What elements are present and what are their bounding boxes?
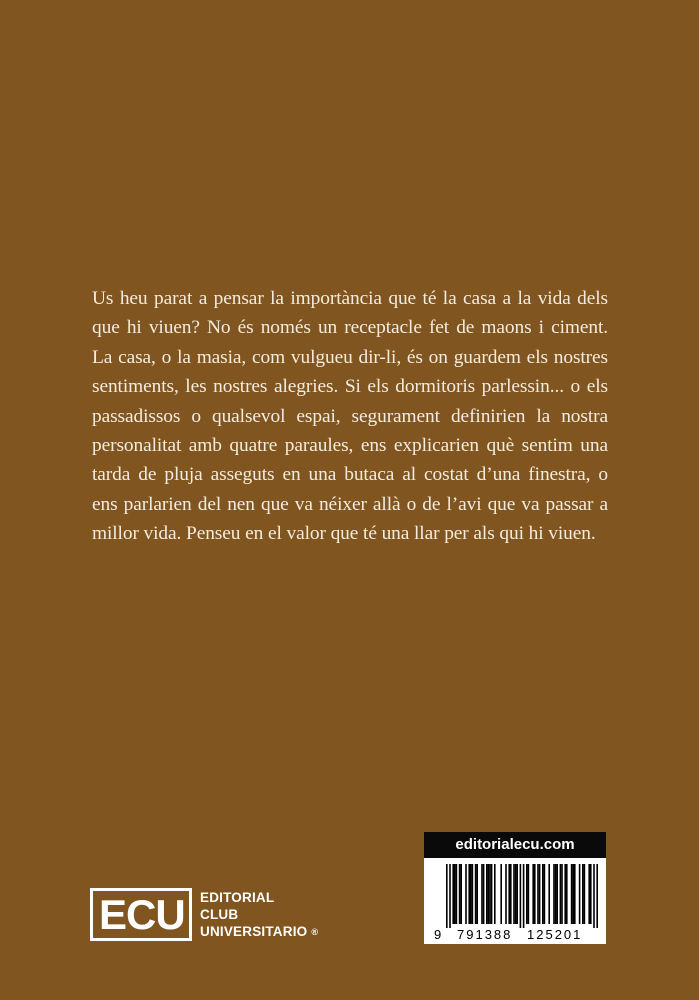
blurb-line: personalitat amb quatre paraules, ens explicarien què sentim una bbox=[92, 435, 608, 457]
barcode-bar bbox=[520, 864, 522, 928]
barcode-bar bbox=[596, 864, 598, 928]
barcode-bar bbox=[588, 864, 590, 924]
barcode-bar bbox=[500, 864, 502, 924]
ecu-logo-mark bbox=[90, 888, 192, 941]
isbn-first-digit: 9 bbox=[434, 927, 442, 942]
barcode-bar bbox=[553, 864, 555, 924]
barcode-bar bbox=[574, 864, 576, 924]
barcode-bar bbox=[556, 864, 558, 924]
barcode-bar bbox=[532, 864, 534, 924]
barcode-bar bbox=[468, 864, 470, 924]
isbn-left-digits: 791388 bbox=[457, 927, 513, 942]
barcode-bar bbox=[449, 864, 451, 928]
barcode-bar bbox=[582, 864, 584, 924]
publisher-name-line1: EDITORIAL bbox=[200, 889, 275, 905]
publisher-name-line3: UNIVERSITARIO bbox=[200, 923, 308, 939]
barcode bbox=[424, 858, 606, 928]
barcode-bar bbox=[456, 864, 458, 924]
barcode-bar bbox=[593, 864, 595, 928]
barcode-bar bbox=[459, 864, 461, 924]
barcode-bar bbox=[528, 864, 530, 924]
blurb-line: millor vida. Penseu en el valor que té una llar per als qui hi viuen. bbox=[92, 523, 596, 545]
barcode-bar bbox=[510, 864, 512, 924]
website-banner: editorialecu.com bbox=[424, 832, 606, 858]
publisher-name-line3-wrap bbox=[200, 923, 318, 941]
barcode-bar bbox=[523, 864, 525, 928]
isbn-right-digits: 125201 bbox=[527, 927, 583, 942]
barcode-bar bbox=[488, 864, 490, 924]
blurb-line: ens parlarien del nen que va néixer allà o de l’avi que va passar a bbox=[92, 493, 608, 515]
barcode-bar bbox=[579, 864, 581, 924]
barcode-panel bbox=[424, 832, 606, 944]
barcode-bar bbox=[475, 864, 477, 924]
barcode-bar bbox=[465, 864, 467, 924]
back-cover-blurb bbox=[92, 284, 608, 549]
barcode-bar bbox=[476, 864, 478, 924]
publisher-name-line2: CLUB bbox=[200, 906, 239, 922]
registered-mark: ® bbox=[311, 926, 319, 937]
blurb-line: que hi viuen? No és només un receptacle fet de maons i ciment. bbox=[92, 317, 608, 339]
barcode-bar bbox=[470, 864, 472, 924]
barcode-bar bbox=[491, 864, 493, 924]
blurb-line: sentiments, les nostres alegries. Si els dormitoris parlessin... o els bbox=[92, 376, 608, 398]
barcode-bar bbox=[460, 864, 462, 924]
barcode-bar bbox=[452, 864, 454, 924]
barcode-bar bbox=[526, 864, 528, 924]
barcode-bar bbox=[472, 864, 474, 924]
barcode-bar bbox=[513, 864, 515, 924]
barcode-bar bbox=[542, 864, 544, 924]
barcode-bar bbox=[548, 864, 550, 924]
blurb-line: passadissos o qualsevol espai, segurament definirien la nostra bbox=[92, 405, 608, 427]
isbn-digits bbox=[424, 926, 606, 944]
barcode-bar bbox=[489, 864, 491, 924]
logo-letters: ECU bbox=[99, 891, 185, 938]
barcode-bar bbox=[539, 864, 541, 924]
blurb-line: Us heu parat a pensar la importància que té la casa a la vida dels bbox=[92, 288, 608, 309]
publisher-name bbox=[200, 889, 318, 941]
barcode-bar bbox=[572, 864, 574, 924]
barcode-bar bbox=[537, 864, 539, 924]
blurb-line: tarda de pluja asseguts en una butaca al costat d’una finestra, o bbox=[92, 464, 608, 486]
barcode-bar bbox=[561, 864, 563, 924]
barcode-bar bbox=[566, 864, 568, 924]
publisher-logo bbox=[90, 888, 318, 941]
barcode-bar bbox=[483, 864, 485, 924]
barcode-bar bbox=[481, 864, 483, 924]
barcode-bar bbox=[555, 864, 557, 924]
barcode-bar bbox=[590, 864, 592, 924]
blurb-line: La casa, o la masia, com vulgueu dir-li, és on guardem els nostres bbox=[92, 346, 608, 368]
barcode-bar bbox=[544, 864, 546, 924]
barcode-bar bbox=[516, 864, 518, 924]
barcode-bar bbox=[515, 864, 517, 924]
barcode-bar bbox=[508, 864, 510, 924]
barcode-bar bbox=[564, 864, 566, 924]
barcode-bar bbox=[584, 864, 586, 924]
barcode-bar bbox=[505, 864, 507, 924]
barcode-bar bbox=[494, 864, 496, 924]
barcode-bar bbox=[560, 864, 562, 924]
barcode-bar bbox=[446, 864, 448, 928]
barcode-bar bbox=[486, 864, 488, 924]
barcode-bar bbox=[454, 864, 456, 924]
barcode-bar bbox=[571, 864, 573, 924]
barcode-bar bbox=[534, 864, 536, 924]
